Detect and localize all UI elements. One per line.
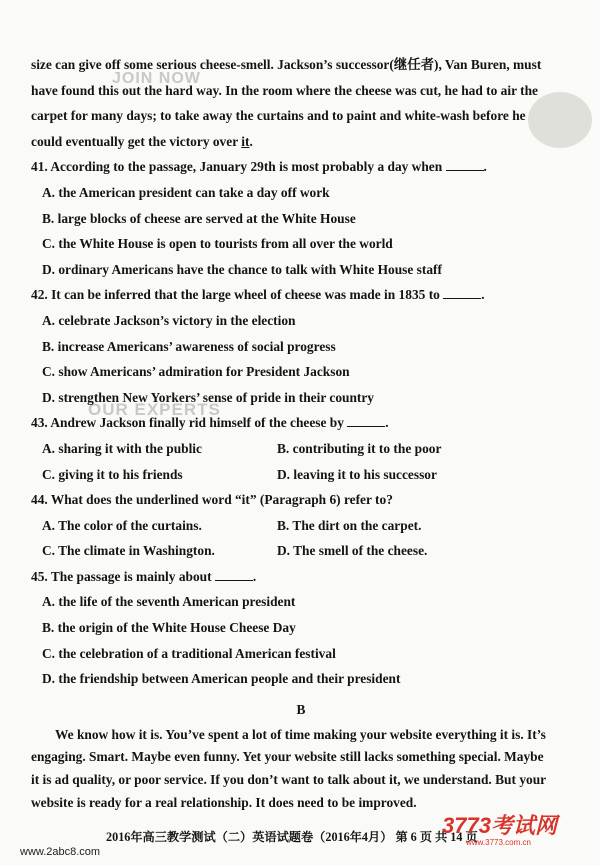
section-heading: B — [296, 701, 306, 717]
exam-content — [31, 52, 571, 814]
site-logo — [438, 808, 588, 848]
stem-text: 41. According to the passage, January 29th is most probably a day when — [31, 159, 446, 175]
option-d: D. the friendship between American people and their president — [42, 671, 401, 687]
question-stem — [31, 282, 571, 308]
passage-text: . — [249, 133, 253, 149]
bleed-through-text: JOIN NOW — [112, 70, 201, 87]
passage-line: We know how it is. You’ve spent a lot of time making your website everything it is. It’s — [55, 726, 546, 742]
option-a: A. celebrate Jackson’s victory in the election — [42, 312, 296, 328]
option-row — [31, 513, 571, 539]
passage-line: engaging. Smart. Maybe even funny. Yet your website still lacks something special. Maybe — [31, 749, 544, 765]
bleed-through-text: OUR EXPERTS — [88, 400, 221, 419]
passage-line: carpet for many days; to take away the curtains and to paint and white-wash before he — [31, 108, 526, 124]
option-b: B. The dirt on the carpet. — [277, 517, 422, 533]
stem-text: 43. Andrew Jackson finally rid himself of the cheese by — [31, 415, 348, 431]
question-45 — [31, 564, 571, 692]
question-44 — [31, 487, 571, 564]
page-footer: 2016年高三教学测试（二）英语试题卷（2016年4月） 第 6 页 共 14 页 — [106, 830, 478, 844]
logo-url: www.3773.com.cn — [466, 838, 531, 847]
option-b: B. increase Americans’ awareness of social progress — [42, 338, 336, 354]
passage-a-ending — [31, 52, 571, 154]
stem-text: . — [483, 159, 487, 175]
option-a: A. the life of the seventh American president — [42, 594, 296, 610]
option-d: D. leaving it to his successor — [277, 466, 437, 482]
question-42 — [31, 282, 571, 410]
option-row — [31, 436, 571, 462]
answer-blank — [446, 159, 484, 171]
stem-text: 42. It can be inferred that the large wheel of cheese was made in 1835 to — [31, 287, 444, 303]
option-row — [31, 462, 571, 488]
option-d: D. The smell of the cheese. — [277, 543, 428, 559]
passage-line: size can give off some serious cheese-smell. Jackson’s successor(继任者), Van Buren, must — [31, 57, 542, 72]
option-c: C. the celebration of a traditional American festival — [42, 645, 336, 661]
answer-blank — [443, 287, 481, 299]
source-watermark: www.2abc8.com — [20, 846, 101, 858]
question-41 — [31, 154, 571, 282]
option-c: C. giving it to his friends — [42, 466, 183, 482]
question-stem: 44. What does the underlined word “it” (Paragraph 6) refer to? — [31, 492, 393, 508]
logo-text: 3773考试网 — [442, 813, 557, 838]
option-b: B. the origin of the White House Cheese Day — [42, 620, 296, 636]
option-d: D. strengthen New Yorkers’ sense of pride in their country — [42, 389, 375, 405]
passage-line: website is ready for a real relationship. It does need to be improved. — [31, 794, 417, 810]
question-43 — [31, 410, 571, 487]
answer-blank — [347, 415, 385, 427]
passage-text: could eventually get the victory over — [31, 133, 242, 149]
question-stem — [31, 154, 571, 180]
passage-line — [31, 129, 571, 155]
option-a: A. The color of the curtains. — [42, 517, 202, 533]
passage-b-intro — [31, 724, 571, 814]
option-a: A. sharing it with the public — [42, 440, 202, 456]
underlined-word-it: it — [241, 133, 250, 149]
stem-text: 45. The passage is mainly about — [31, 568, 215, 584]
option-c: C. show Americans’ admiration for President Jackson — [42, 364, 350, 380]
option-a: A. the American president can take a day off work — [42, 184, 330, 200]
answer-blank — [215, 569, 253, 581]
question-stem — [31, 564, 571, 590]
option-row — [31, 538, 571, 564]
stem-text: . — [481, 287, 485, 303]
stem-text: . — [385, 415, 389, 431]
option-b: B. large blocks of cheese are served at the White House — [42, 210, 356, 226]
stem-text: . — [252, 568, 257, 584]
question-stem — [31, 410, 571, 436]
option-c: C. The climate in Washington. — [42, 543, 215, 559]
passage-line: it is ad quality, or poor service. If you don’t want to talk about it, we understand. But your — [31, 772, 547, 788]
passage-line: have found this out the hard way. In the room where the cheese was cut, he had to air the — [31, 82, 538, 98]
option-d: D. ordinary Americans have the chance to talk with White House staff — [42, 261, 442, 277]
option-c: C. the White House is open to tourists from all over the world — [42, 236, 393, 252]
option-b: B. contributing it to the poor — [277, 440, 442, 456]
